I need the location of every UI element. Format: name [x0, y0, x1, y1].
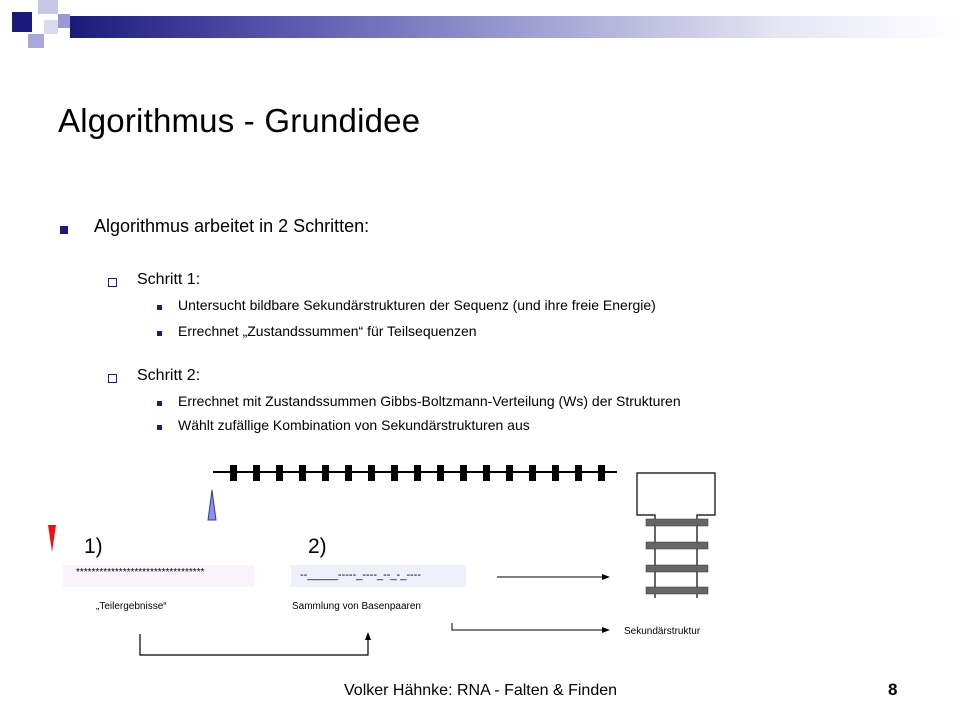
step-label-1: 1): [84, 535, 103, 558]
caption-partial-results: „Teilergebnisse“: [96, 601, 167, 612]
partial-results-stars: *********************************: [76, 567, 205, 578]
step1-label: Schritt 1:: [137, 271, 201, 288]
caption-secondary-structure: Sekundärstruktur: [624, 626, 701, 637]
feedback-arrow: [140, 634, 368, 655]
arrow-head-icon: [602, 574, 610, 580]
hairpin-base-pair: [646, 519, 708, 526]
caption-base-pairs: Sammlung von Basenpaaren: [292, 601, 421, 612]
hairpin-base-pair: [646, 565, 708, 572]
step-label-2: 2): [308, 535, 327, 558]
step2-item-2: Wählt zufällige Kombination von Sekundärstrukturen aus: [178, 417, 530, 433]
step2-label: Schritt 2:: [137, 367, 201, 384]
step1-item-2: Errechnet „Zustandssummen“ für Teilsequenzen: [178, 323, 477, 339]
bullet-main: Algorithmus arbeitet in 2 Schritten:: [94, 216, 370, 236]
hairpin-outline: [637, 473, 715, 598]
red-pointer-icon: [48, 525, 56, 552]
hairpin-base-pair: [646, 542, 708, 549]
arrow-head-icon: [365, 632, 371, 640]
step1-item-1: Untersucht bildbare Sekundärstrukturen der Sequenz (und ihre freie Energie): [178, 297, 656, 313]
slide-title: Algorithmus - Grundidee: [58, 102, 421, 139]
arrow-to-label: [452, 623, 602, 630]
page-number: 8: [888, 680, 898, 699]
arrow-head-icon: [602, 627, 610, 633]
footer-text: Volker Hähnke: RNA - Falten & Finden: [344, 682, 618, 699]
step2-item-1: Errechnet mit Zustandssummen Gibbs-Boltzmann-Verteilung (Ws) der Strukturen: [178, 393, 681, 409]
blue-pointer-icon: [208, 490, 216, 520]
hairpin-base-pair: [646, 587, 708, 594]
base-pair-dashes: --_____-----_----_--_-_----: [300, 569, 421, 581]
